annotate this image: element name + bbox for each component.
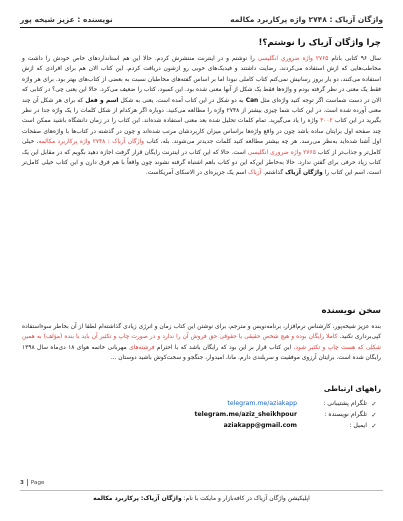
- highlight-aziak: آزیاک: [248, 170, 262, 177]
- highlight-book-title: ۲۷۶۵ واژه ضروری انگلیسی: [247, 149, 316, 156]
- contact-row-author: [22, 409, 381, 420]
- divider-bar: [27, 479, 28, 486]
- section-why-heading: چرا واژگان آزیاک را نوشتم؟!: [258, 38, 381, 48]
- section-why-paragraph: [22, 54, 381, 179]
- section-why: [22, 38, 381, 179]
- contact-row-email: [22, 420, 381, 431]
- text-run: که برای هر شکل آن چند معنی آورده شده است. در این کتاب شما چیزی بیشتر از ۲۷۴۸ واژه را مطالعه می‌کنید. دوباره اگر هرکدام از شکل کلمات را یک واژه جدا در نظر بگیرید در این کتاب: [22, 97, 381, 125]
- text-run: گذاشتم.: [261, 170, 286, 177]
- footer-text: [20, 495, 383, 502]
- page-word: Page: [30, 479, 45, 486]
- author-telegram-link[interactable]: telegram.me/aziz_sheikhpour: [194, 411, 297, 418]
- text-run: اسم یک جزیره‌ای در الاسکای آمریکاست.: [145, 170, 249, 177]
- contact-section: [22, 384, 381, 431]
- support-telegram-link[interactable]: telegram.me/aziakapp: [227, 400, 297, 407]
- contact-heading: راههای ارتباطی: [323, 384, 381, 393]
- contact-label: تلگرام پشتیبانی :: [323, 400, 367, 407]
- text-run: مهربانی خاتمه هوای ۱۸ دی‌ماه سال ۱۳۹۸ رایگان شده است. برایتان آرزوی موفقیت و سربلندی دارم. مانا، امیدوار، جنگجو و سخت‌کوش باشید دوستان ...: [22, 344, 381, 362]
- page-number: [20, 479, 44, 486]
- highlight-book-title: ۲۷۶۵ واژه ضروری انگلیسی: [257, 56, 329, 62]
- bold-book-name: واژگان آزیاک: [285, 170, 323, 177]
- bold-noun-verb: اسم و فعل: [85, 97, 119, 104]
- text-run: است. حالا که این کتاب در اینترنت رایگان قرار گرفت اجازه دهید بگویم که در مقابل این یک کتاب زیاد حرفی برای گفتن ندارد. حالا به‌خاطر این‌که این دو کتاب باهم اشتباه گرفته نشوند چون واقعاً با هم فرق دارن و این کتاب خیلی کامل‌تر است، اسم این کتاب را: [22, 149, 381, 177]
- highlight-book-title: واژگان آزیاک : ۲۷۴۸ واژه پرکاربرد مکالمه: [38, 139, 145, 146]
- text-run: واژه را یاد می‌گیرید. تمام کلمات تحلیل شده بعد معنی استفاده شده‌اند. این کتاب را در زمان دانشگاه باشید ممکن است چند صفحه اول برایتان ساده باشد چون در واقع واژه‌ها براساس میزان کاربردشان مرتب شده‌اند و چون در گذشته در کتاب‌ها با واژه‌های صفحات اول آشنا شده‌اید به‌نظر می‌رسد. هر چه بیشتر مطالعه کنید کلمات جدیدتر می‌شوند. بله، کتاب: [22, 118, 381, 146]
- page-header: [20, 12, 383, 26]
- checkmark-icon: ✓: [371, 399, 377, 408]
- footer-divider: [20, 490, 383, 491]
- text-run: این کتاب قرار بر این بود که رایگان باشد که با احترام: [154, 344, 294, 351]
- header-author: نویسنده : عزیز شیخه پور: [20, 14, 113, 24]
- contact-row-support: [22, 398, 381, 409]
- footer-text-prefix: اپلیکیشن واژگان آزیاک در کافه‌بازار و مایکت با نام:: [181, 495, 310, 502]
- bold-word-can: Can: [245, 97, 259, 104]
- email-link[interactable]: aziakapp@gmail.com: [223, 422, 297, 429]
- text-run: بنده عزیز شیخه‌پور، کارشناس نرم‌افزار، برنامه‌نویس و مترجم، برای نوشتن این کتاب زمان و انرژی زیادی گذاشته‌ام لطفا از آن بخاطر سوءاستفاده کپی‌برداری نکنید.: [22, 324, 381, 341]
- highlight-copyright-note: کاملا رایگان بوده و هیچ شخص حقیقی یا حقوقی حق فروش آن را ندارد و در صورت چاپ و تکثیر آن باید با بنده (مؤلف) به همین شکلی که هست چاپ و تکثیر شود.: [22, 334, 381, 351]
- section-author-note: [22, 306, 381, 364]
- text-run: سال ۹۶ کتابی بانام: [328, 56, 381, 62]
- header-title: واژگان آزیاک : ۲۷۴۸ واژه پرکاربرد مکالمه: [230, 14, 383, 24]
- section-author-heading: سخن نویسنده: [321, 306, 381, 316]
- checkmark-icon: ✓: [371, 410, 377, 419]
- section-author-paragraph: [22, 322, 381, 364]
- highlight-angels: فرشته‌های: [129, 344, 155, 351]
- highlight-word-count: ۳۰۰۲: [320, 118, 333, 125]
- page-number-value: 3: [20, 479, 24, 486]
- contact-label: ایمیل :: [349, 422, 367, 429]
- text-run: ، خیلی کامل‌تر و جذاب‌تر از کتاب: [22, 139, 381, 156]
- header-divider: [20, 27, 383, 28]
- checkmark-icon: ✓: [371, 421, 377, 430]
- text-run: به دو شکل در این کتاب آمده است. یعنی به شکل: [118, 97, 246, 104]
- footer-app-name: واژگان آزیاک: پرکاربرد مکالمه: [93, 495, 182, 502]
- contact-label: تلگرام نویسنده :: [324, 411, 367, 418]
- text-run: را نوشتم و در اینترنت منتشرش کردم. حالا این هم استانداردهای خاص خودش را داشت و مخاطب‌هایی که ازش استفاده می‌کردند، رضایت داشتند و فیدبک‌های خوبی رو ازشون دریافت کردم. این کتاب الان هم برای افرادی که ازش استفاده می‌کنند، دو بار بروز رسانیش نمی‌کنم کتاب کاملی نبودا اما بر اساس گفته‌های مخاطبان نسبت به بعضی از کتاب‌های بهتر بود. برای هر واژه فقط یک معنی در نظر گرفته بودم و واژه‌ها فقط یک شکل از آنها معنی شده بود. این کمبود، کتاب را ضعیف می‌کرد. حالا این یعنی چی؟ در کتابی که الان در دست شماست اگر توجه کنید واژه‌ای مثل: [22, 56, 381, 104]
